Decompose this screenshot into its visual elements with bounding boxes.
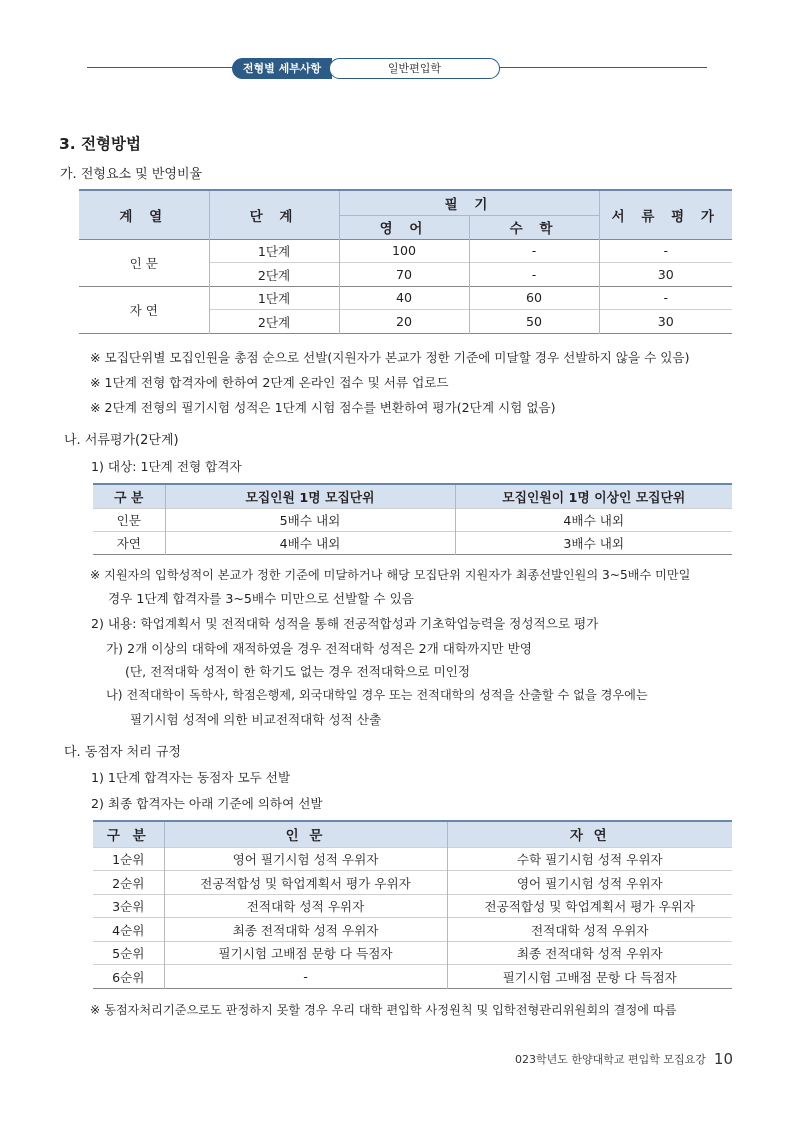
document-eval-table xyxy=(93,483,732,555)
cell: 4순위 xyxy=(93,918,164,942)
table-row xyxy=(79,286,732,310)
cell: 20 xyxy=(339,310,469,334)
cell: 전공적합성 및 학업계획서 평가 우위자 xyxy=(447,894,732,918)
cell: 100 xyxy=(339,239,469,263)
col-header-group: 계 열 xyxy=(79,190,209,239)
group-cell: 인 문 xyxy=(79,239,209,286)
list-item: 필기시험 성적에 의한 비교전적대학 성적 산출 xyxy=(130,712,382,727)
header-section-tab: 전형별 세부사항 xyxy=(232,58,332,79)
cell: 1단계 xyxy=(209,286,339,310)
cell: 70 xyxy=(339,263,469,287)
cell: 최종 전적대학 성적 우위자 xyxy=(447,941,732,965)
note: ※ 지원자의 입학성적이 본교가 정한 기준에 미달하거나 해당 모집단위 지원자가 최종선발인원의 3~5배수 미만일 xyxy=(90,568,691,582)
cell: 4배수 내외 xyxy=(455,508,732,531)
cell: 60 xyxy=(469,286,599,310)
cell: 전적대학 성적 우위자 xyxy=(164,894,447,918)
cell: 자연 xyxy=(93,531,165,554)
cell: 4배수 내외 xyxy=(165,531,455,554)
group-cell: 자 연 xyxy=(79,286,209,333)
cell: 영어 필기시험 성적 우위자 xyxy=(164,847,447,871)
list-item: 가) 2개 이상의 대학에 재적하였을 경우 전적대학 성적은 2개 대학까지만 반영 xyxy=(106,641,532,656)
list-item: 2) 최종 합격자는 아래 기준에 의하여 선발 xyxy=(91,796,323,811)
subsection-ga-title: 가. 전형요소 및 반영비율 xyxy=(60,167,203,182)
col-header-written: 필 기 xyxy=(339,190,599,215)
table-row xyxy=(93,918,732,942)
cell: - xyxy=(469,263,599,287)
col-header: 모집인원이 1명 이상인 모집단위 xyxy=(455,484,732,508)
note: ※ 동점자처리기준으로도 판정하지 못할 경우 우리 대학 편입학 사정원칙 및 입학전형관리위원회의 결정에 따름 xyxy=(90,1003,677,1017)
cell: 5순위 xyxy=(93,941,164,965)
footer xyxy=(515,1050,733,1068)
cell: 1단계 xyxy=(209,239,339,263)
note: 경우 1단계 합격자를 3~5배수 미만으로 선발할 수 있음 xyxy=(108,591,414,606)
cell: 40 xyxy=(339,286,469,310)
col-header: 구 분 xyxy=(93,484,165,508)
cell: 최종 전적대학 성적 우위자 xyxy=(164,918,447,942)
col-header-math: 수 학 xyxy=(469,215,599,239)
list-item: 2) 내용: 학업계획서 및 전적대학 성적을 통해 전공적합성과 기초학업능력을 정성적으로 평가 xyxy=(91,616,599,631)
cell: 필기시험 고배점 문항 다 득점자 xyxy=(164,941,447,965)
footer-text: 023학년도 한양대학교 편입학 모집요강 xyxy=(515,1053,706,1066)
cell: 30 xyxy=(599,310,732,334)
cell: 2단계 xyxy=(209,263,339,287)
table-row xyxy=(93,894,732,918)
cell: 30 xyxy=(599,263,732,287)
cell: 전공적합성 및 학업계획서 평가 우위자 xyxy=(164,871,447,895)
subsection-na-title: 나. 서류평가(2단계) xyxy=(64,433,179,448)
table-row xyxy=(93,965,732,989)
cell: 6순위 xyxy=(93,965,164,989)
cell: 전적대학 성적 우위자 xyxy=(447,918,732,942)
list-item: (단, 전적대학 성적이 한 학기도 없는 경우 전적대학으로 미인정 xyxy=(125,664,471,679)
col-header: 모집인원 1명 모집단위 xyxy=(165,484,455,508)
cell: 수학 필기시험 성적 우위자 xyxy=(447,847,732,871)
cell: 2단계 xyxy=(209,310,339,334)
section-title: 3. 전형방법 xyxy=(59,135,141,153)
cell: 50 xyxy=(469,310,599,334)
list-item: 1) 1단계 합격자는 동점자 모두 선발 xyxy=(91,770,291,785)
cell: - xyxy=(164,965,447,989)
note: ※ 1단계 전형 합격자에 한하여 2단계 온라인 접수 및 서류 업로드 xyxy=(90,375,449,390)
cell: 1순위 xyxy=(93,847,164,871)
col-header: 구 분 xyxy=(93,821,164,847)
cell: 인문 xyxy=(93,508,165,531)
header-current-tab: 일반편입학 xyxy=(329,58,500,79)
page-number: 10 xyxy=(713,1050,733,1068)
note: ※ 2단계 전형의 필기시험 성적은 1단계 시험 점수를 변환하여 평가(2단계 시험 없음) xyxy=(90,400,556,415)
selection-ratio-table xyxy=(79,189,732,334)
cell: 2순위 xyxy=(93,871,164,895)
table-row xyxy=(93,531,732,554)
table-row xyxy=(93,508,732,531)
list-item: 1) 대상: 1단계 전형 합격자 xyxy=(91,459,242,474)
cell: 3배수 내외 xyxy=(455,531,732,554)
note: ※ 모집단위별 모집인원을 총점 순으로 선발(지원자가 본교가 정한 기준에 미달할 경우 선발하지 않을 수 있음) xyxy=(90,350,690,365)
subsection-da-title: 다. 동점자 처리 규정 xyxy=(64,745,181,760)
cell: 영어 필기시험 성적 우위자 xyxy=(447,871,732,895)
table-row xyxy=(93,847,732,871)
cell: 5배수 내외 xyxy=(165,508,455,531)
table-row xyxy=(79,239,732,263)
table-row xyxy=(93,941,732,965)
col-header: 인 문 xyxy=(164,821,447,847)
cell: - xyxy=(599,239,732,263)
cell: 필기시험 고배점 문항 다 득점자 xyxy=(447,965,732,989)
table-row xyxy=(93,871,732,895)
tiebreak-table xyxy=(93,820,732,989)
list-item: 나) 전적대학이 독학사, 학점은행제, 외국대학일 경우 또는 전적대학의 성적을 산출할 수 없을 경우에는 xyxy=(106,688,648,702)
cell: 3순위 xyxy=(93,894,164,918)
col-header: 자 연 xyxy=(447,821,732,847)
col-header-english: 영 어 xyxy=(339,215,469,239)
col-header-stage: 단 계 xyxy=(209,190,339,239)
cell: - xyxy=(599,286,732,310)
cell: - xyxy=(469,239,599,263)
col-header-docs: 서 류 평 가 xyxy=(599,190,732,239)
